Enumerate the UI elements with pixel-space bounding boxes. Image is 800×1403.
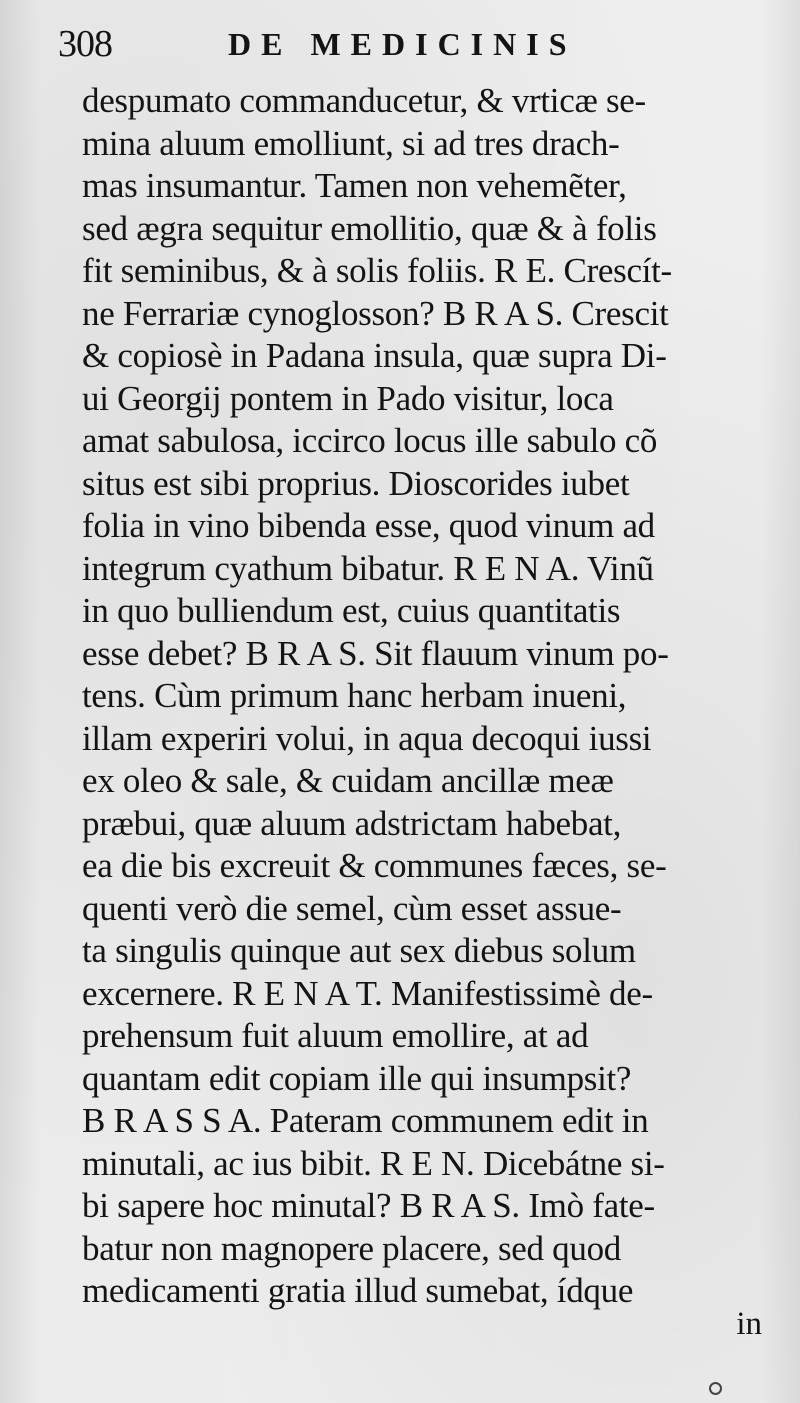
- text-line: B R A S S A. Pateram communem edit in: [82, 1101, 649, 1140]
- text-line: despumato commanducetur, & vrticæ se-: [82, 81, 646, 120]
- text-line: præbui, quæ aluum adstrictam habebat,: [82, 803, 622, 843]
- text-line: tens. Cùm primum hanc herbam inueni,: [82, 676, 627, 715]
- catchword: in: [736, 1306, 762, 1342]
- paper-speck: [709, 1382, 722, 1395]
- text-line: mas insumantur. Tamen non vehemẽter,: [82, 166, 627, 205]
- text-line: integrum cyathum bibatur. R E N A. Vinũ: [82, 548, 654, 588]
- text-line: & copiosè in Padana insula, quæ supra Di-: [82, 336, 667, 375]
- text-line: excernere. R E N A T. Manifestissimè de-: [82, 973, 653, 1013]
- text-line: esse debet? B R A S. Sit flauum vinum po-: [82, 633, 669, 673]
- text-line: ta singulis quinque aut sex diebus solum: [82, 931, 636, 970]
- page-number: 308: [58, 23, 112, 65]
- text-line: situs est sibi proprius. Dioscorides iubet: [82, 463, 630, 503]
- text-line: in quo bulliendum est, cuius quantitatis: [82, 591, 621, 630]
- text-line: bi sapere hoc minutal? B R A S. Imò fate-: [82, 1186, 655, 1225]
- page-header: [58, 22, 778, 82]
- text-line: illam experiri volui, in aqua decoqui iussi: [82, 718, 652, 758]
- running-head: DE MEDICINIS: [228, 26, 577, 62]
- text-line: batur non magnopere placere, sed quod: [82, 1228, 621, 1268]
- text-line: quenti verò die semel, cùm esset assue-: [82, 888, 622, 928]
- text-line: mina aluum emolliunt, si ad tres drach-: [82, 123, 620, 163]
- text-line: ne Ferrariæ cynoglosson? B R A S. Crescit: [82, 293, 669, 333]
- text-line: amat sabulosa, iccirco locus ille sabulo cõ: [82, 421, 658, 460]
- text-line: prehensum fuit aluum emollire, at ad: [82, 1016, 589, 1055]
- text-line: ea die bis excreuit & communes fæces, se-: [82, 846, 667, 885]
- text-line: minutali, ac ius bibit. R E N. Dicebátne si-: [82, 1143, 665, 1183]
- text-line: fit seminibus, & à solis foliis. R E. Crescít-: [82, 251, 672, 290]
- body-text: [82, 80, 772, 1313]
- text-line: quantam edit copiam ille qui insumpsit?: [82, 1058, 632, 1098]
- text-line: sed ægra sequitur emollitio, quæ & à folis: [82, 208, 657, 248]
- text-line: ex oleo & sale, & cuidam ancillæ meæ: [82, 761, 614, 800]
- text-line: folia in vino bibenda esse, quod vinum ad: [82, 506, 655, 545]
- text-line: ui Georgij pontem in Pado visitur, loca: [82, 378, 614, 418]
- text-line: medicamenti gratia illud sumebat, ídque: [82, 1271, 634, 1310]
